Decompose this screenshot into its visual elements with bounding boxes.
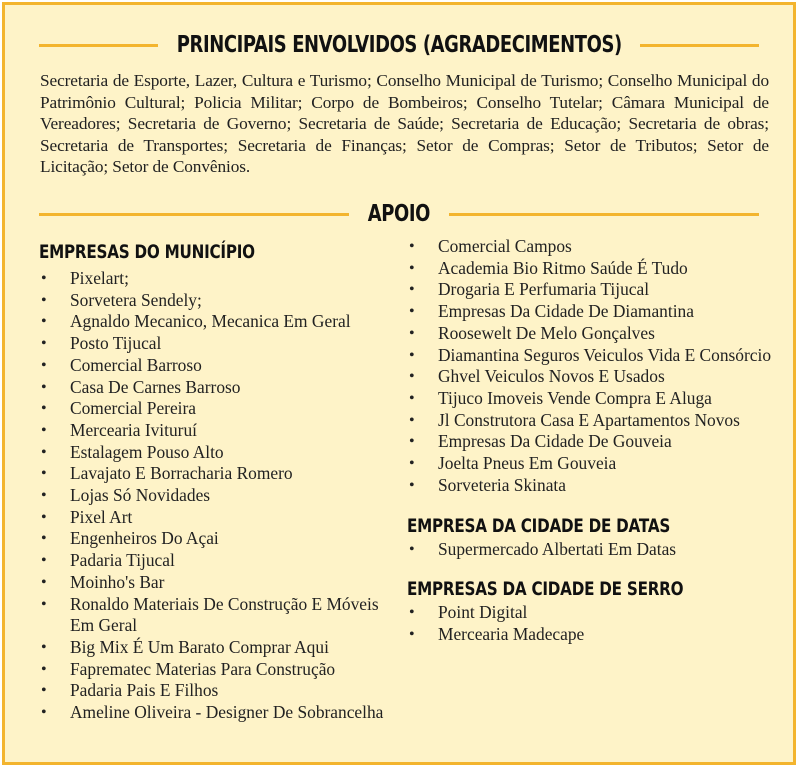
subsection-title-municipio: EMPRESAS DO MUNICÍPIO (39, 241, 255, 263)
list-item-text: Supermercado Albertati Em Datas (438, 539, 677, 560)
list-item (407, 279, 777, 301)
bullet-icon: • (409, 389, 415, 407)
list-item (407, 453, 777, 475)
list-item-text: Ghvel Veiculos Novos E Usados (438, 366, 665, 387)
list-item-text: Pixel Art (70, 506, 133, 527)
right-column (407, 236, 777, 646)
list-item (39, 594, 399, 637)
bullet-icon: • (409, 604, 415, 622)
list-item (39, 550, 399, 572)
bullet-icon: • (409, 541, 415, 559)
list-item-text: Pixelart; (70, 268, 129, 288)
list-item-text: Jl Construtora Casa E Apartamentos Novos (438, 409, 740, 430)
list-item (39, 659, 399, 681)
list-item (407, 301, 777, 323)
municipio-list-continued (407, 236, 777, 496)
list-item (39, 333, 399, 355)
bullet-icon: • (41, 530, 47, 548)
bullet-icon: • (409, 455, 415, 473)
list-item-text: Academia Bio Ritmo Saúde É Tudo (438, 257, 688, 278)
list-item (39, 702, 399, 724)
list-item-text: Padaria Pais E Filhos (70, 680, 219, 701)
list-item-text: Estalagem Pouso Alto (70, 441, 224, 462)
list-item (39, 463, 399, 485)
list-item-text: Moinho's Bar (70, 571, 165, 592)
list-item-text: Engenheiros Do Açai (70, 528, 219, 549)
bullet-icon: • (409, 303, 415, 321)
section-title-apoio: APOIO (367, 201, 431, 227)
bullet-icon: • (41, 660, 47, 678)
bullet-icon: • (41, 465, 47, 483)
list-item-text: Big Mix É Um Barato Comprar Aqui (70, 636, 329, 657)
list-item (407, 602, 777, 624)
bullet-icon: • (41, 508, 47, 526)
datas-list (407, 539, 777, 561)
list-item-text: Tijuco Imoveis Vende Compra E Aluga (438, 387, 712, 408)
bullet-icon: • (41, 378, 47, 396)
bullet-icon: • (409, 368, 415, 386)
list-item (39, 442, 399, 464)
heading-row-apoio (39, 201, 759, 227)
divider-line (449, 213, 759, 216)
heading-row-principais (39, 32, 759, 58)
list-item-text: Agnaldo Mecanico, Mecanica Em Geral (70, 311, 351, 332)
list-item-text: Roosewelt De Melo Gonçalves (438, 322, 655, 343)
list-item-text: Ronaldo Materiais De Construção E Móveis Em Geral (70, 593, 379, 636)
bullet-icon: • (41, 291, 47, 309)
list-item (39, 311, 399, 333)
list-item (39, 268, 399, 290)
bullet-icon: • (41, 682, 47, 700)
divider-line (39, 44, 158, 47)
list-item (39, 420, 399, 442)
list-item-text: Lavajato E Borracharia Romero (70, 463, 293, 484)
acknowledgements-panel (2, 2, 796, 765)
bullet-icon: • (41, 313, 47, 331)
list-item (407, 236, 777, 258)
list-item (407, 366, 777, 388)
list-item-text: Comercial Pereira (70, 398, 197, 419)
list-item (407, 539, 777, 561)
list-item (39, 485, 399, 507)
list-item (407, 410, 777, 432)
list-item (39, 528, 399, 550)
section-title-principais: PRINCIPAIS ENVOLVIDOS (AGRADECIMENTOS) (176, 32, 622, 58)
list-item-text: Posto Tijucal (70, 333, 162, 354)
list-item (407, 323, 777, 345)
bullet-icon: • (41, 400, 47, 418)
bullet-icon: • (41, 335, 47, 353)
list-item (407, 475, 777, 497)
list-item (39, 572, 399, 594)
bullet-icon: • (409, 476, 415, 494)
list-item (39, 377, 399, 399)
list-item (39, 507, 399, 529)
bullet-icon: • (409, 259, 415, 277)
list-item-text: Comercial Campos (438, 236, 572, 256)
bullet-icon: • (41, 270, 47, 287)
bullet-icon: • (41, 552, 47, 570)
divider-line (39, 213, 349, 216)
bullet-icon: • (41, 595, 47, 613)
subsection-title-serro: EMPRESAS DA CIDADE DE SERRO (407, 578, 684, 601)
list-item-text: Lojas Só Novidades (70, 485, 211, 506)
bullet-icon: • (41, 638, 47, 656)
list-item-text: Padaria Tijucal (70, 550, 175, 571)
list-item (39, 290, 399, 312)
bullet-icon: • (41, 421, 47, 439)
municipio-list (39, 268, 399, 724)
list-item-text: Sorveteria Skinata (438, 474, 566, 495)
bullet-icon: • (41, 573, 47, 591)
bullet-icon: • (409, 346, 415, 364)
list-item (39, 680, 399, 702)
list-item-text: Mercearia Ivituruí (70, 419, 197, 440)
bullet-icon: • (409, 281, 415, 299)
list-item-text: Ameline Oliveira - Designer De Sobrancelha (70, 702, 384, 723)
list-item (407, 388, 777, 410)
list-item-text: Drogaria E Perfumaria Tijucal (438, 279, 650, 300)
list-item (407, 258, 777, 280)
list-item-text: Diamantina Seguros Veiculos Vida E Consórcio (438, 344, 772, 365)
list-item-text: Joelta Pneus Em Gouveia (438, 453, 617, 474)
list-item-text: Point Digital (438, 602, 528, 623)
list-item (39, 637, 399, 659)
list-item-text: Empresas Da Cidade De Diamantina (438, 301, 694, 322)
list-item-text: Faprematec Materias Para Construção (70, 658, 336, 679)
list-item (407, 345, 777, 367)
bullet-icon: • (409, 625, 415, 643)
list-item-text: Casa De Carnes Barroso (70, 376, 241, 397)
list-item-text: Comercial Barroso (70, 354, 202, 375)
list-item-text: Sorvetera Sendely; (70, 289, 202, 310)
list-item (39, 398, 399, 420)
bullet-icon: • (409, 411, 415, 429)
bullet-icon: • (409, 324, 415, 342)
list-item (39, 355, 399, 377)
bullet-icon: • (41, 487, 47, 505)
left-column (39, 240, 399, 724)
list-item-text: Mercearia Madecape (438, 623, 585, 644)
bullet-icon: • (41, 704, 47, 722)
serro-list (407, 602, 777, 645)
list-item (407, 624, 777, 646)
subsection-title-datas: EMPRESA DA CIDADE DE DATAS (407, 515, 671, 538)
bullet-icon: • (41, 443, 47, 461)
list-item-text: Empresas Da Cidade De Gouveia (438, 431, 672, 452)
list-item (407, 431, 777, 453)
bullet-icon: • (409, 238, 415, 255)
bullet-icon: • (41, 356, 47, 374)
bullet-icon: • (409, 433, 415, 451)
involved-parties-paragraph: Secretaria de Esporte, Lazer, Cultura e Turismo; Conselho Municipal de Turismo; Conselho Municipal do Patrimônio Cultural; Policia Militar; Corpo de Bombeiros; Conselho Tutelar; Câmara Municipal de Vereadores; Secretaria de Governo; Secretaria de Saúde; Secretaria de Educação; Secretaria de obras; Secretaria de Transportes; Secretaria de Finanças; Setor de Compras; Setor de Tributos; Setor de Licitação; Setor de Convênios. (40, 71, 769, 176)
divider-line (640, 44, 759, 47)
